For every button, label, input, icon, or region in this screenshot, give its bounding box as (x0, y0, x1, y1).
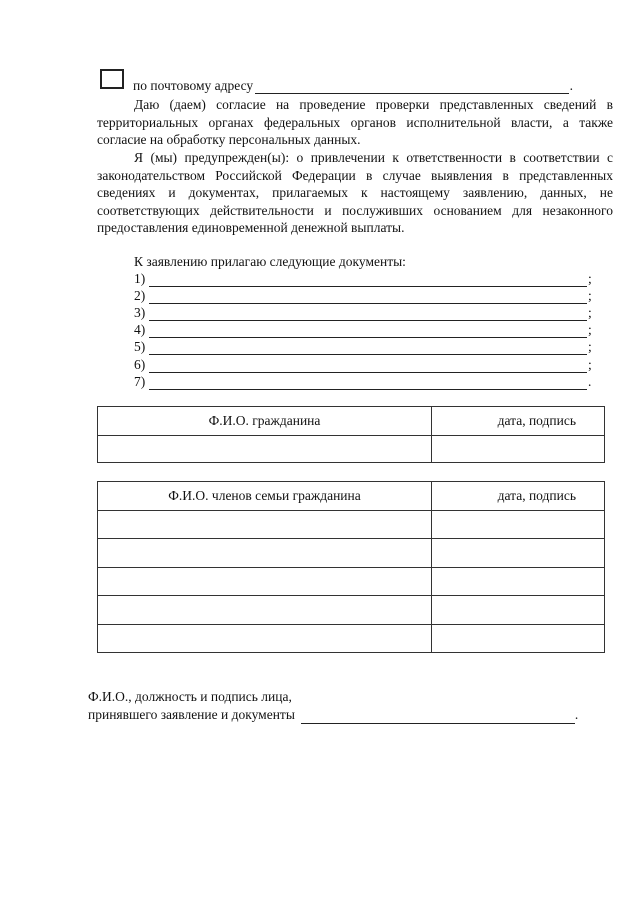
family-member-name-cell[interactable] (98, 596, 432, 624)
postal-address-label: по почтовому адресу (133, 78, 254, 93)
attachment-number: 7) (134, 373, 146, 389)
postal-address-field[interactable] (255, 81, 568, 94)
attachment-line (134, 304, 594, 321)
attachment-number: 4) (134, 322, 146, 338)
attachment-end: ; (588, 356, 592, 372)
attachment-line (134, 321, 594, 338)
date-signature-cell[interactable] (432, 624, 605, 652)
attachment-end: . (588, 373, 592, 389)
citizen-signature-table (97, 406, 605, 463)
warning-text: Я (мы) предупрежден(ы): о привлечении к ответственности в соответствии с законодательством Российской Федерации в случае выявления в представленных сведениях и документах, прилагаемых к настоящему заявлению, данных, не соответствующих действительности и послуживших основанием для незаконного предоставления единовременной денежной выплаты. (97, 150, 613, 235)
attachment-field[interactable] (149, 308, 587, 321)
table-row (98, 511, 605, 539)
date-signature-header: дата, подпись (432, 407, 605, 436)
postal-address-row (133, 78, 573, 94)
receiver-signature-block (88, 688, 608, 724)
date-signature-cell[interactable] (432, 539, 605, 567)
attachment-field[interactable] (149, 342, 587, 355)
consent-text: Даю (даем) согласие на проведение проверки представленных сведений в территориальных органах федеральных органов исполнительной власти, а также согласие на обработку персональных данных. (97, 97, 613, 147)
attachment-number: 2) (134, 288, 146, 304)
attachment-end: ; (588, 305, 592, 321)
date-signature-cell[interactable] (432, 511, 605, 539)
attachments-list (134, 270, 594, 390)
family-members-header: Ф.И.О. членов семьи гражданина (98, 482, 432, 511)
date-signature-cell[interactable] (432, 436, 605, 463)
receiver-label-line1: Ф.И.О., должность и подпись лица, (88, 689, 292, 704)
family-member-name-cell[interactable] (98, 539, 432, 567)
attachment-number: 3) (134, 305, 146, 321)
family-member-name-cell[interactable] (98, 511, 432, 539)
postal-address-end: . (569, 78, 573, 93)
attachments-title: К заявлению прилагаю следующие документы: (134, 254, 406, 269)
family-signature-table (97, 481, 605, 653)
attachment-line (134, 373, 594, 390)
receiver-signature-field[interactable] (301, 711, 575, 724)
attachment-field[interactable] (149, 377, 587, 390)
attachment-field[interactable] (149, 360, 587, 373)
attachment-number: 1) (134, 271, 146, 287)
citizen-name-cell[interactable] (98, 436, 432, 463)
attachment-field[interactable] (149, 291, 587, 304)
table-header-row (98, 482, 605, 511)
citizen-name-header: Ф.И.О. гражданина (98, 407, 432, 436)
receiver-line2 (88, 706, 608, 724)
table-row (98, 624, 605, 652)
consent-paragraph (97, 96, 613, 149)
receiver-end: . (574, 707, 579, 722)
family-member-name-cell[interactable] (98, 567, 432, 595)
attachment-end: ; (588, 271, 592, 287)
table-row (98, 436, 605, 463)
attachment-number: 5) (134, 339, 146, 355)
attachment-end: ; (588, 322, 592, 338)
attachment-line (134, 287, 594, 304)
family-member-name-cell[interactable] (98, 624, 432, 652)
attachment-line (134, 338, 594, 355)
warning-paragraph (97, 149, 613, 237)
date-signature-cell[interactable] (432, 596, 605, 624)
attachment-line (134, 355, 594, 372)
postal-address-checkbox[interactable] (100, 69, 124, 89)
table-row (98, 539, 605, 567)
attachment-end: ; (588, 288, 592, 304)
attachment-field[interactable] (149, 325, 587, 338)
table-row (98, 567, 605, 595)
attachment-number: 6) (134, 356, 146, 372)
receiver-label-line2: принявшего заявление и документы (88, 707, 295, 722)
attachment-end: ; (588, 339, 592, 355)
table-row (98, 596, 605, 624)
attachment-field[interactable] (149, 274, 587, 287)
attachment-line (134, 270, 594, 287)
table-header-row (98, 407, 605, 436)
date-signature-header: дата, подпись (432, 482, 605, 511)
date-signature-cell[interactable] (432, 567, 605, 595)
